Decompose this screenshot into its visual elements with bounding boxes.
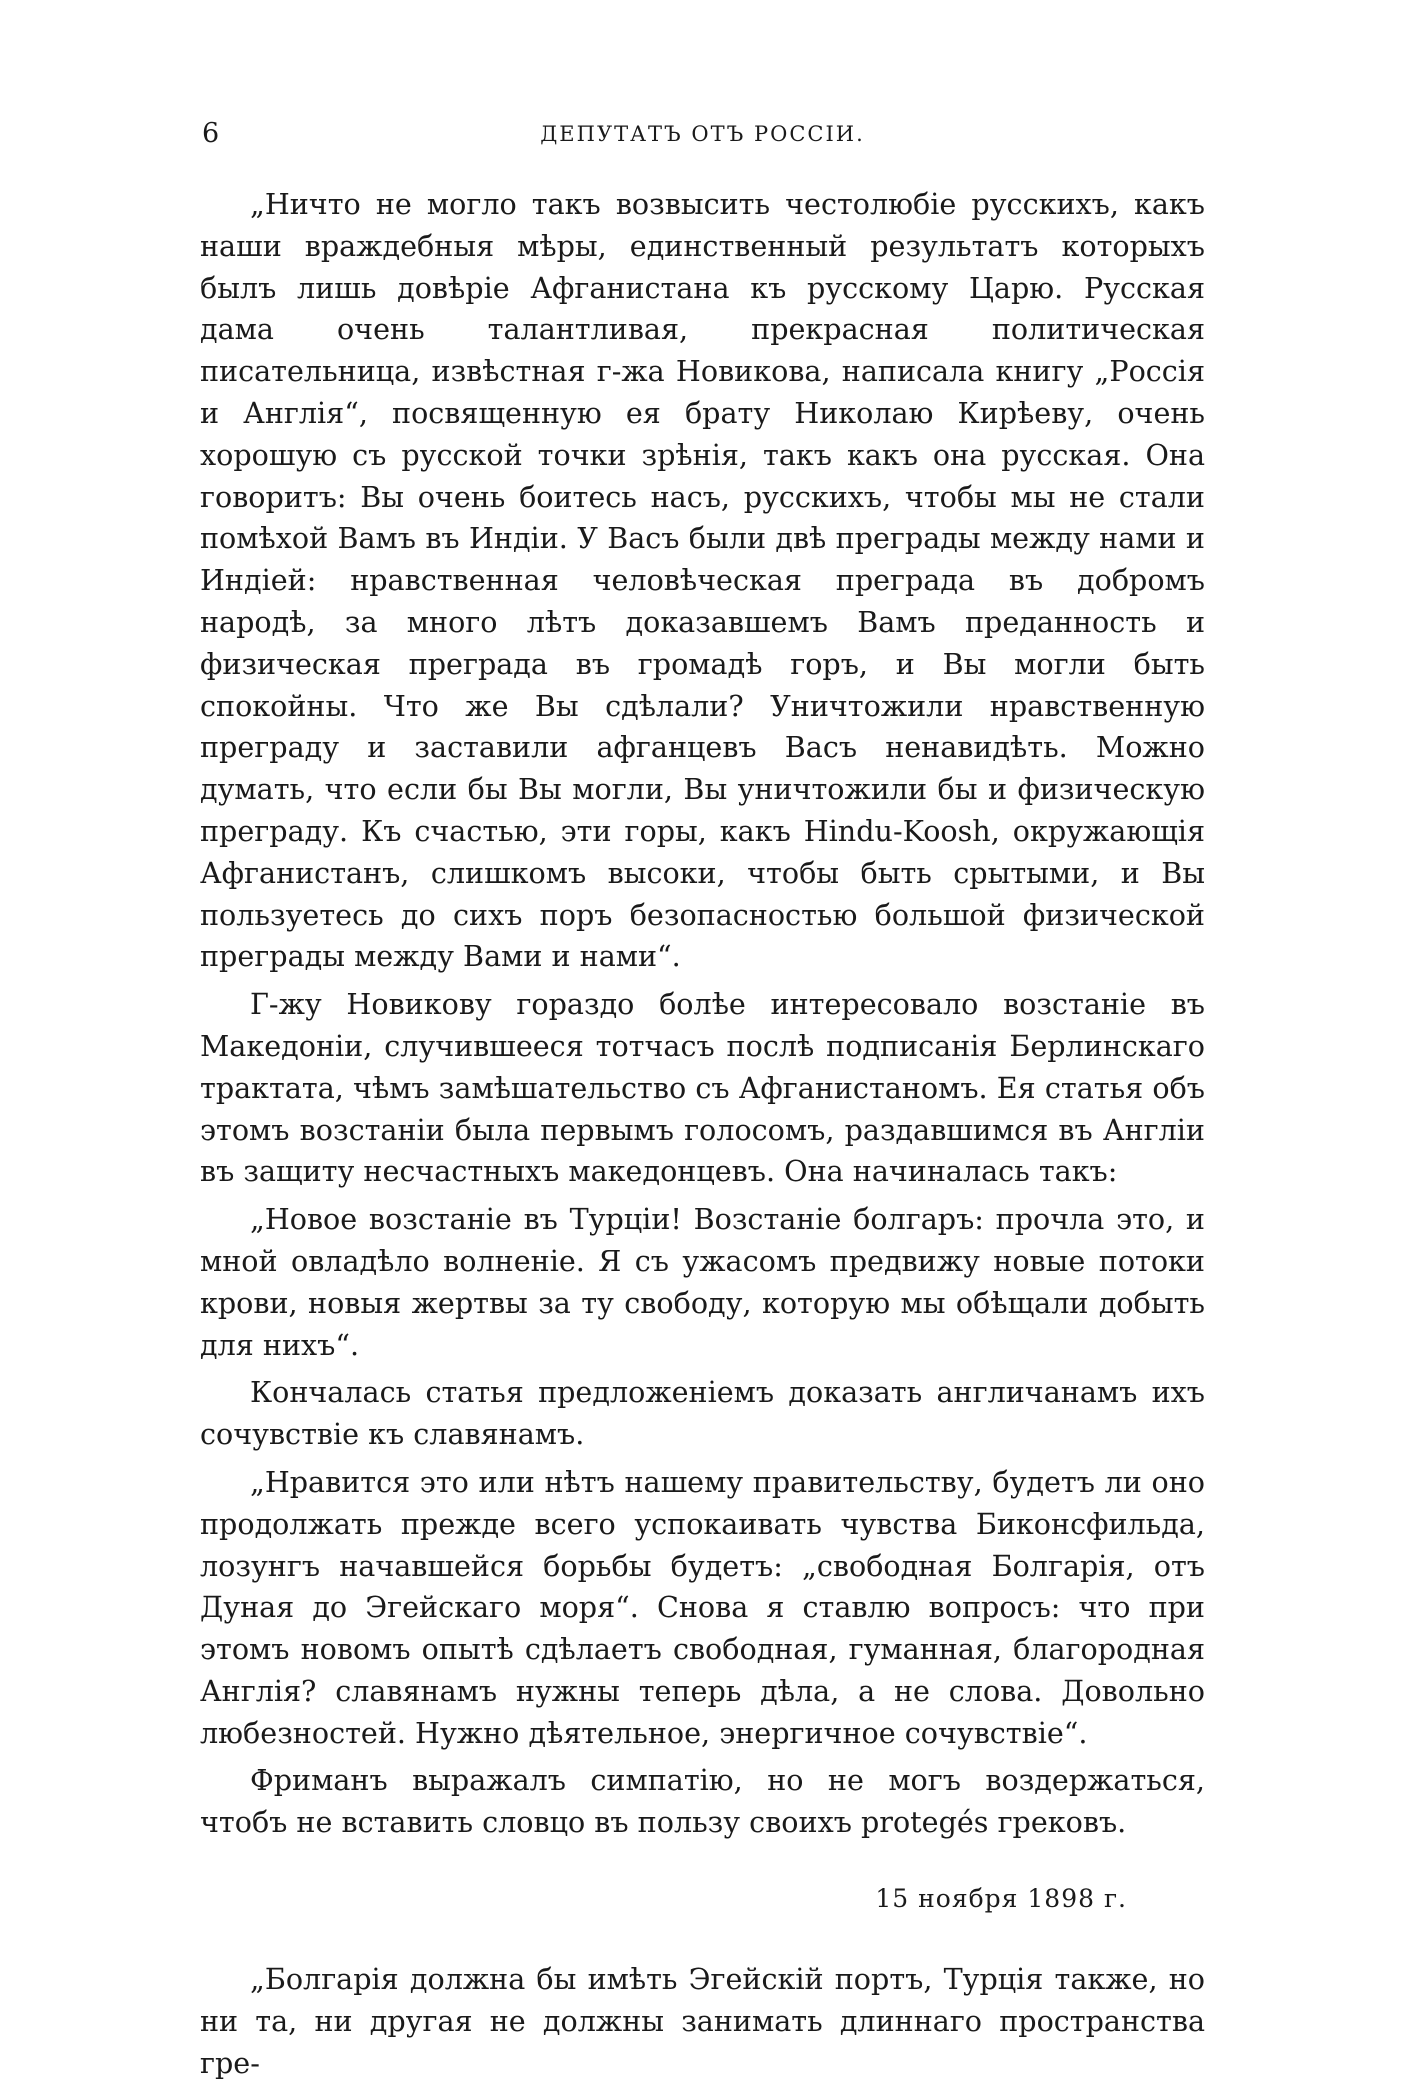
- paragraph-closing: „Болгарія должна бы имѣть Эгейскій портъ, Турція также, но ни та, ни другая не должны занимать длиннаго пространства гре-: [200, 1962, 1205, 2080]
- paragraph-quote-uprising: „Новое возстаніе въ Турціи! Возстаніе болгаръ: прочла это, и мной овладѣло волненіе. Я съ ужасомъ предвижу новые потоки крови, новыя жертвы за ту свободу, которую мы обѣщали добыть для нихъ“.: [200, 1202, 1205, 1362]
- running-head: [200, 118, 1205, 158]
- dateline: 15 ноября 1898 г.: [875, 1884, 1127, 1914]
- paragraph-article-ending: Кончалась статья предложеніемъ доказать англичанамъ ихъ сочувствіе къ славянамъ.: [200, 1375, 1205, 1452]
- running-title: ДЕПУТАТЪ ОТЪ РОССІИ.: [540, 122, 865, 146]
- paragraph-quote-bulgaria: „Нравится это или нѣтъ нашему правительству, будетъ ли оно продолжать прежде всего успокаивать чувства Биконсфильда, лозунгъ начавшейся борьбы будетъ: „свободная Болгарія, отъ Дуная до Эгейскаго моря“. Снова я ставлю вопросъ: что при этомъ новомъ опытѣ сдѣлаетъ свободная, гуманная, благородная Англія? славянамъ нужны теперь дѣла, а не слова. Довольно любезностей. Нужно дѣятельное, энергичное сочувствіе“.: [200, 1464, 1205, 1750]
- paragraph-freeman: Фриманъ выражалъ симпатію, но не могъ воздержаться, чтобъ не вставить словцо въ пользу своихъ protegés грековъ.: [200, 1763, 1205, 1840]
- paragraph-quote-afghanistan: „Ничто не могло такъ возвысить честолюбіе русскихъ, какъ наши враждебныя мѣры, единственный результатъ которыхъ былъ лишь довѣріе Афганистана къ русскому Царю. Русская дама очень талантливая, прекрасная политическая писательница, извѣстная г-жа Новикова, написала книгу „Россія и Англія“, посвященную ея брату Николаю Кирѣеву, очень хорошую съ русской точки зрѣнія, такъ какъ она русская. Она говоритъ: Вы очень боитесь насъ, русскихъ, чтобы мы не стали помѣхой Вамъ въ Индіи. У Васъ были двѣ преграды между нами и Индіей: нравственная человѣческая преграда въ добромъ народѣ, за много лѣтъ доказавшемъ Вамъ преданность и физическая преграда въ громадѣ горъ, и Вы могли быть спокойны. Что же Вы сдѣлали? Уничтожили нравственную преграду и заставили афганцевъ Васъ ненавидѣть. Можно думать, что если бы Вы могли, Вы уничтожили бы и физическую преграду. Къ счастью, эти горы, какъ Hindu-Koosh, окружающія Афганистанъ, слишкомъ высоки, чтобы быть срытыми, и Вы пользуетесь до сихъ поръ безопасностью большой физической преграды между Вами и нами“.: [200, 187, 1205, 974]
- book-page: [200, 118, 1205, 2084]
- body-text: [200, 184, 1205, 2084]
- page-number: 6: [202, 118, 220, 149]
- paragraph-macedonia: Г-жу Новикову гораздо болѣе интересовало возстаніе въ Македоніи, случившееся тотчасъ послѣ подписанія Берлинскаго трактата, чѣмъ замѣшательство съ Афганистаномъ. Ея статья объ этомъ возстаніи была первымъ голосомъ, раздавшимся въ Англіи въ защиту несчастныхъ македонцевъ. Она начиналась такъ:: [200, 987, 1205, 1189]
